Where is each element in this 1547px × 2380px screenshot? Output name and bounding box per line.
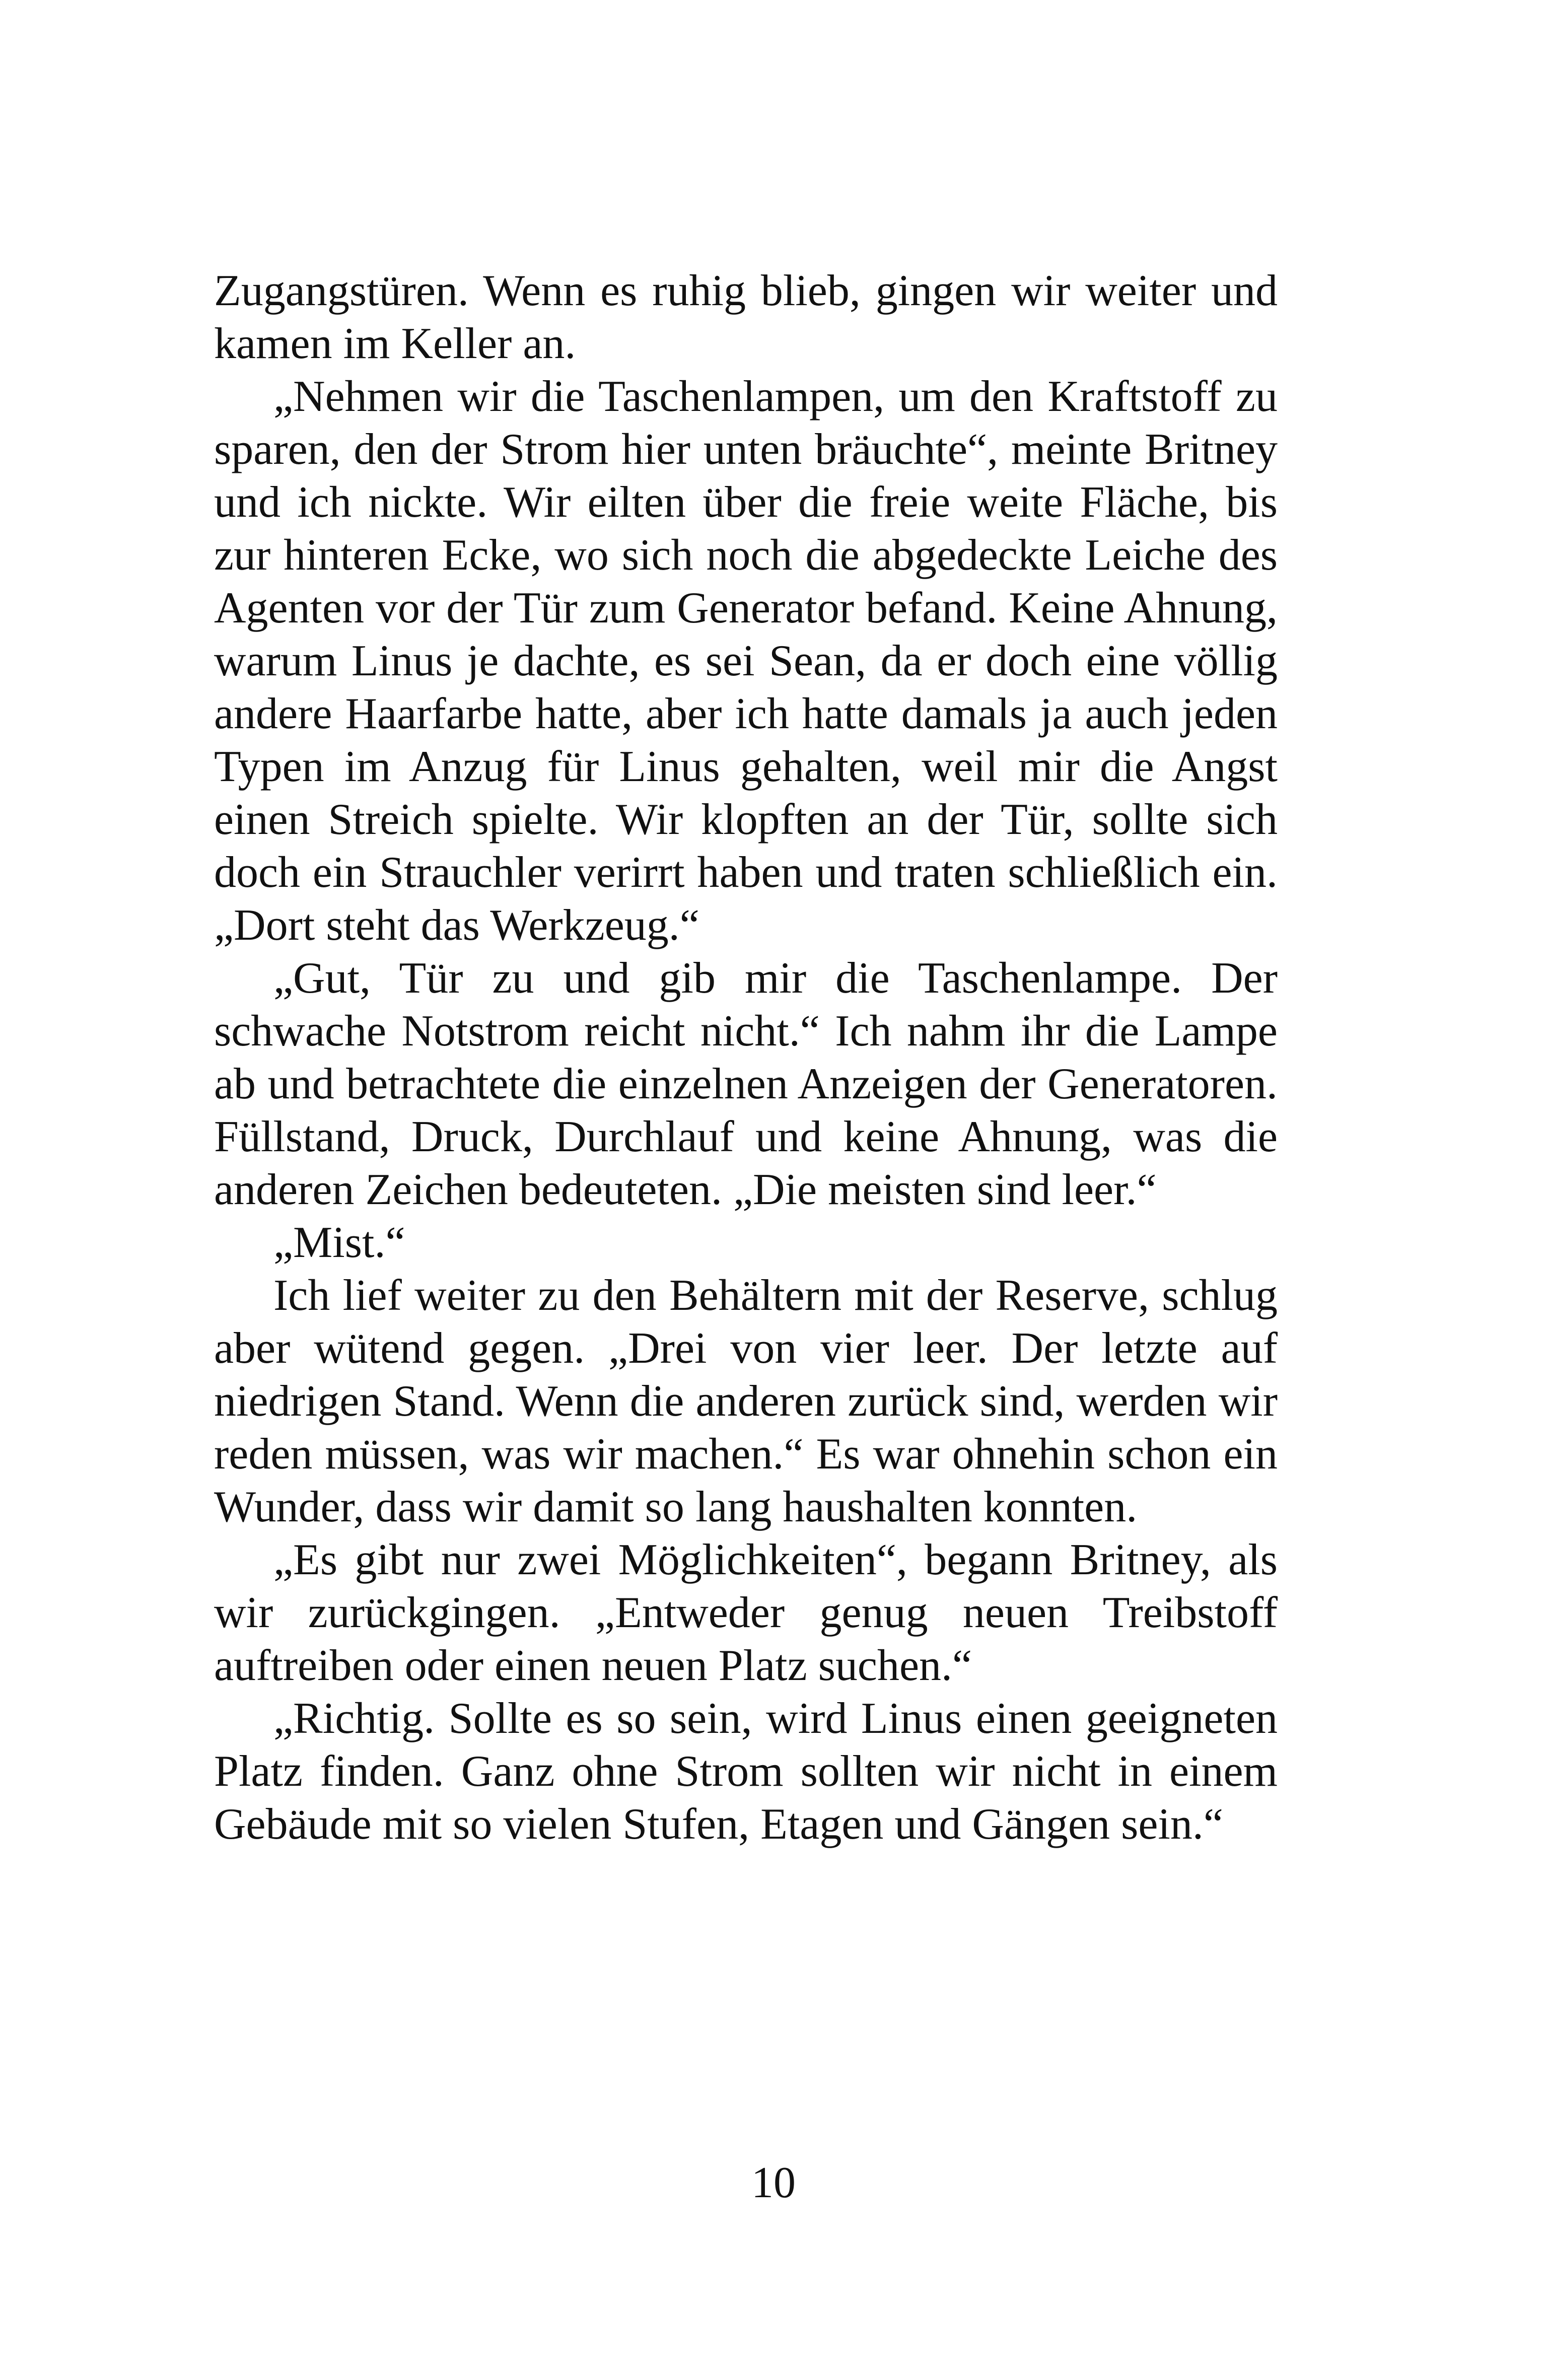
paragraph-7: „Richtig. Sollte es so sein, wird Linus einen geeigneten Platz finden. Ganz ohne Strom sollten wir nicht in einem Gebäude mit so vielen Stufen, Etagen und Gängen sein.“ [214,1694,1278,1849]
paragraph-2: „Nehmen wir die Taschenlampen, um den Kraftstoff zu sparen, den der Strom hier unten bräuchte“, meinte Britney und ich nickte. Wir eilten über die freie weite Fläche, bis zur hinteren Ecke, wo sich noch die abgedeckte Leiche des Agenten vor der Tür zum Generator befand. Keine Ahnung, warum Linus je dachte, es sei Sean, da er doch eine völlig andere Haarfarbe hatte, aber ich hatte damals ja auch jeden Typen im Anzug für Linus gehalten, weil mir die Angst einen Streich spielte. Wir klopften an der Tür, sollte sich doch ein Strauchler verirrt haben und traten schließlich ein. „Dort steht das Werkzeug.“ [214,372,1278,950]
paragraph-1: Zugangstüren. Wenn es ruhig blieb, gingen wir weiter und kamen im Keller an. [214,266,1278,368]
paragraph-6: „Es gibt nur zwei Möglichkeiten“, begann Britney, als wir zurückgingen. „Entweder genug neuen Treibstoff auftreiben oder einen neuen Platz suchen.“ [214,1535,1278,1690]
paragraph-3: „Gut, Tür zu und gib mir die Taschenlampe. Der schwache Notstrom reicht nicht.“ Ich nahm ihr die Lampe ab und betrachtete die einzelnen Anzeigen der Generatoren. Füllstand, Druck, Durchlauf und keine Ahnung, was die anderen Zeichen bedeuteten. „Die meisten sind leer.“ [214,954,1278,1214]
paragraph-5: Ich lief weiter zu den Behältern mit der Reserve, schlug aber wütend gegen. „Drei von vier leer. Der letzte auf niedrigen Stand. Wenn die anderen zurück sind, werden wir reden müssen, was wir machen.“ Es war ohnehin schon ein Wunder, dass wir damit so lang haushalten konnten. [214,1271,1278,1531]
paragraph-4: „Mist.“ [273,1218,405,1267]
body-text [214,264,1278,1851]
page-number: 10 [751,2158,796,2207]
